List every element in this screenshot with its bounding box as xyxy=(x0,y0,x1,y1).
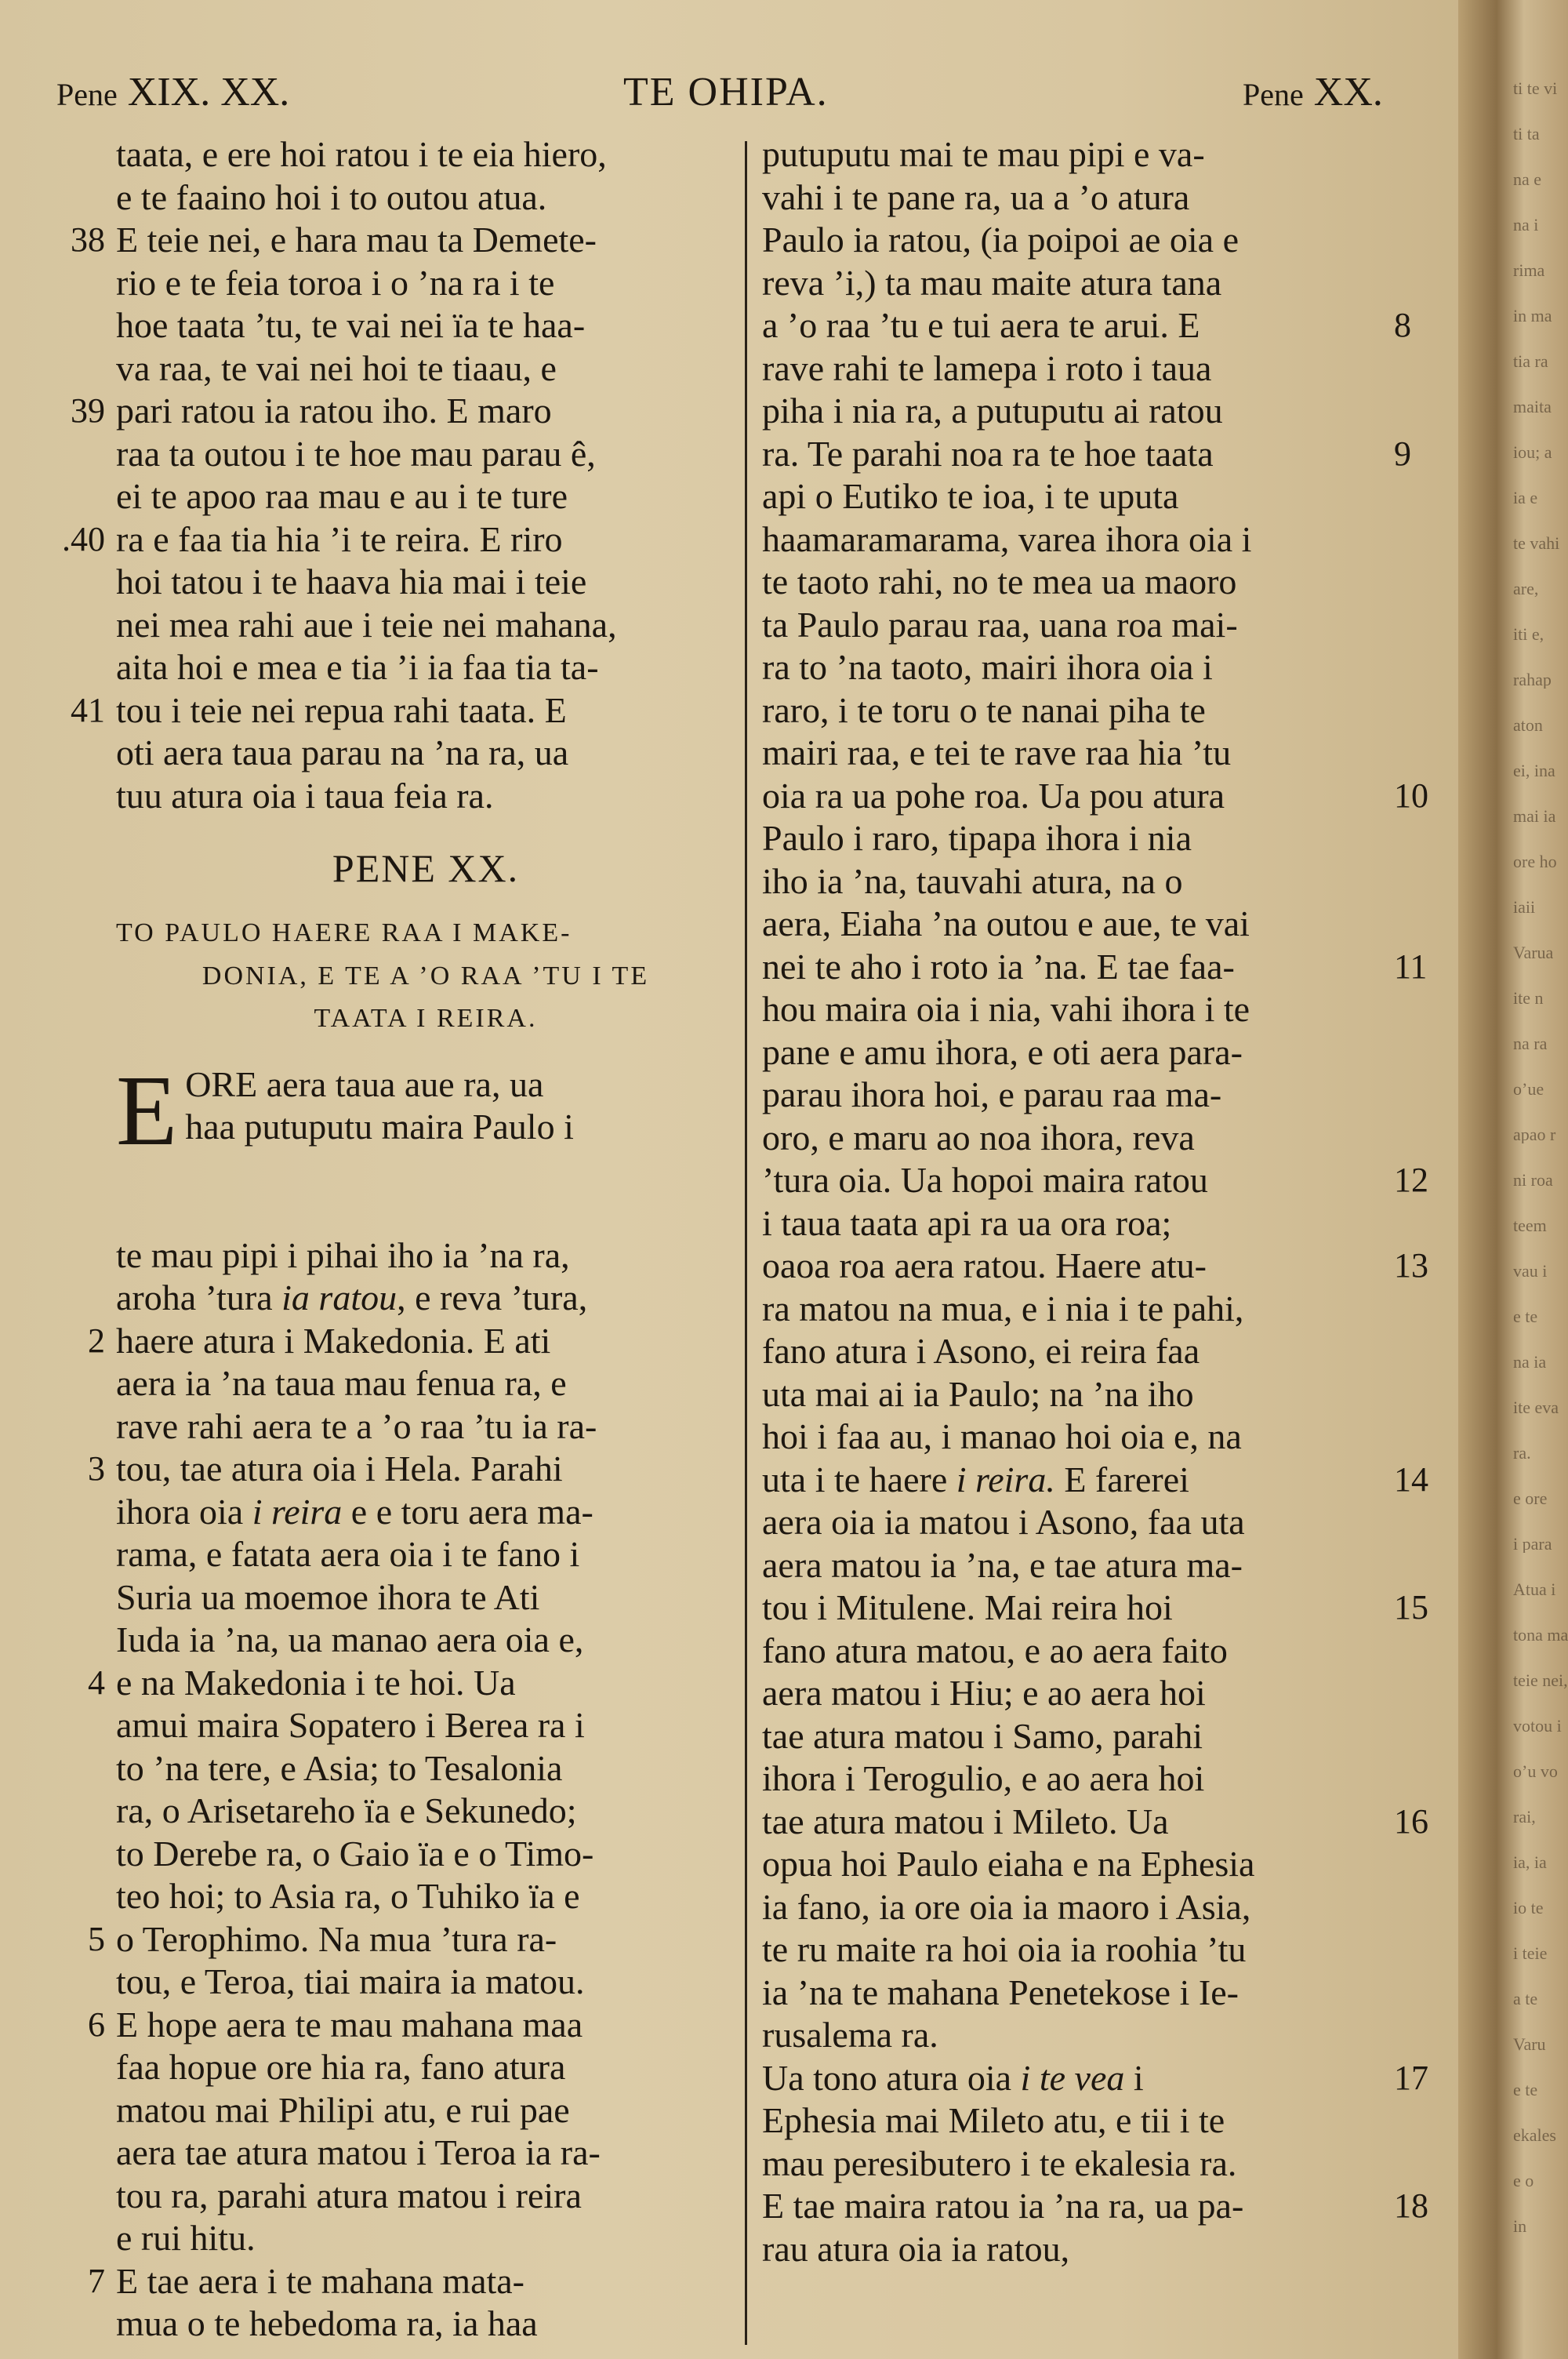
text-line: oro, e maru ao noa ihora, reva xyxy=(762,1117,1195,1158)
text-line: va raa, te vai nei hoi te tiaau, e xyxy=(116,347,557,388)
text-line: tae atura matou i Mileto. Ua xyxy=(762,1801,1169,1841)
gutter-fragment: Varua xyxy=(1513,943,1554,961)
left-column-text-top xyxy=(116,133,735,817)
text-line: amui maira Sopatero i Berea ra i xyxy=(116,1705,585,1745)
text-line: api o Eutiko te ioa, i te uputa xyxy=(762,476,1179,516)
text-line: rio e te feia toroa i o ’na ra i te xyxy=(116,262,555,303)
text-line: ra to ’na taoto, mairi ihora oia i xyxy=(762,647,1213,687)
running-head-left xyxy=(56,69,289,124)
gutter-fragment: e te xyxy=(1513,1307,1538,1325)
gutter-fragment: ti te vi xyxy=(1513,78,1558,97)
text-line: ia ’na te mahana Penetekose i Ie- xyxy=(762,1972,1239,2012)
text-line: aroha ’tura ia ratou, e reva ’tura, xyxy=(116,1278,588,1318)
verse-number: 17 xyxy=(1394,2058,1428,2097)
text-line: uta i te haere i reira. E farerei xyxy=(762,1459,1189,1499)
gutter-fragment: teie nei, xyxy=(1513,1670,1568,1689)
verse-number: 3 xyxy=(88,1449,105,1488)
gutter-fragment: e te xyxy=(1513,2080,1538,2099)
right-column-text xyxy=(762,133,1389,2270)
gutter-fragment: ite n xyxy=(1513,988,1544,1007)
verse-number: 7 xyxy=(88,2261,105,2300)
text-line: tou, tae atura oia i Hela. Parahi xyxy=(116,1448,563,1488)
verse-number: 2 xyxy=(88,1321,105,1360)
verse-number: .40 xyxy=(62,519,105,558)
text-line: e na Makedonia i te hoi. Ua xyxy=(116,1662,516,1703)
gutter-fragment: Varu xyxy=(1513,2034,1546,2053)
verse-number: 41 xyxy=(71,690,105,729)
text-line: ra. Te parahi noa ra te hoe taata xyxy=(762,433,1214,474)
summary-line: TO PAULO HAERE RAA I MAKE- xyxy=(116,918,572,947)
text-line: hoe taata ’tu, te vai nei ïa te haa- xyxy=(116,305,586,345)
left-column-text-bottom xyxy=(116,1234,735,2346)
text-line: Suria ua moemoe ihora te Ati xyxy=(116,1576,540,1617)
text-line: haere atura i Makedonia. E ati xyxy=(116,1320,551,1361)
verse-number: 39 xyxy=(71,391,105,430)
text-line: pane e amu ihora, e oti aera para- xyxy=(762,1031,1243,1072)
verse-number: 4 xyxy=(88,1663,105,1702)
text-line: piha i nia ra, a putuputu ai ratou xyxy=(762,391,1223,431)
running-head-right-numbers: XX. xyxy=(1313,70,1383,114)
text-line: ihora i Terogulio, e ao aera hoi xyxy=(762,1758,1205,1798)
text-line: E tae aera i te mahana mata- xyxy=(116,2260,525,2301)
text-line: aita hoi e mea e tia ’i ia faa tia ta- xyxy=(116,647,599,687)
italic-text: ia ratou xyxy=(281,1278,397,1318)
gutter-fragment: rima xyxy=(1513,260,1545,279)
text-line: ra e faa tia hia ’i te reira. E riro xyxy=(116,518,563,559)
column-rule xyxy=(745,141,747,2345)
gutter-fragment: e o xyxy=(1513,2171,1534,2190)
right-column xyxy=(762,133,1389,2270)
text-line: teo hoi; to Asia ra, o Tuhiko ïa e xyxy=(116,1876,580,1916)
text-line: aera oia ia matou i Asono, faa uta xyxy=(762,1502,1245,1542)
left-column xyxy=(116,133,735,2346)
text-line: fano atura matou, e ao aera faito xyxy=(762,1630,1228,1670)
gutter-fragment: ti ta xyxy=(1513,124,1540,143)
verse-number: 15 xyxy=(1394,1588,1428,1627)
text-line: putuputu mai te mau pipi e va- xyxy=(762,134,1205,174)
gutter-fragment: na ia xyxy=(1513,1352,1547,1371)
verse-number: 12 xyxy=(1394,1161,1428,1199)
italic-text: i reira. xyxy=(956,1459,1055,1499)
gutter-fragment: teem xyxy=(1513,1216,1547,1234)
italic-text: i te vea xyxy=(1020,2057,1125,2098)
summary-line: DONIA, E TE A ’O RAA ’TU I TE xyxy=(201,961,650,990)
text-line: raro, i te toru o te nanai piha te xyxy=(762,689,1206,730)
text-line: E tae maira ratou ia ’na ra, ua pa- xyxy=(762,2186,1244,2226)
running-head-right xyxy=(1243,69,1383,124)
text-line: ’tura oia. Ua hopoi maira ratou xyxy=(762,1160,1208,1200)
verse-number: 18 xyxy=(1394,2186,1428,2225)
gutter-fragment: iou; a xyxy=(1513,442,1552,461)
running-head-left-label: Pene xyxy=(56,77,118,112)
text-line: rama, e fatata aera oia i te fano i xyxy=(116,1534,580,1574)
text-line: fano atura i Asono, ei reira faa xyxy=(762,1331,1200,1371)
verse-number: 38 xyxy=(71,220,105,259)
running-head-title: TE OHIPA. xyxy=(623,70,829,114)
gutter-fragment: na e xyxy=(1513,169,1542,188)
text-line: parau ihora hoi, e parau raa ma- xyxy=(762,1074,1222,1114)
gutter-fragment: maita xyxy=(1513,397,1552,416)
text-line: mairi raa, e tei te rave raa hia ’tu xyxy=(762,732,1232,772)
verse-number: 6 xyxy=(88,2005,105,2044)
text-line: ORE aera taua aue ra, ua xyxy=(185,1063,544,1104)
text-line: Ua tono atura oia i te vea i xyxy=(762,2057,1144,2098)
gutter-fragment: e ore xyxy=(1513,1488,1548,1507)
text-line: tuu atura oia i taua feia ra. xyxy=(116,775,494,816)
gutter-fragment: ra. xyxy=(1513,1443,1531,1462)
running-head-right-label: Pene xyxy=(1243,77,1304,112)
text-line: haa putuputu maira Paulo i xyxy=(185,1107,574,1147)
gutter-fragment: o’u vo xyxy=(1513,1761,1558,1780)
gutter-fragment: ei, ina xyxy=(1513,761,1555,780)
text-line: ra matou na mua, e i nia i te pahi, xyxy=(762,1288,1244,1329)
verse-number: 10 xyxy=(1394,776,1428,815)
text-line: oti aera taua parau na ’na ra, ua xyxy=(116,732,569,772)
text-line: raa ta outou i te hoe mau parau ê, xyxy=(116,433,596,474)
text-line: tou i teie nei repua rahi taata. E xyxy=(116,689,567,730)
summary-spacer xyxy=(116,1040,735,1063)
gutter-fragment: ia, ia xyxy=(1513,1852,1547,1871)
gutter-fragment: rahap xyxy=(1513,670,1552,689)
text-line: nei te aho i roto ia ’na. E tae faa- xyxy=(762,946,1235,987)
text-line: te mau pipi i pihai iho ia ’na ra, xyxy=(116,1234,570,1275)
text-line: aera, Eiaha ’na outou e aue, te vai xyxy=(762,903,1250,943)
summary-line: TAATA I REIRA. xyxy=(314,1004,538,1033)
gutter-fragment: a te xyxy=(1513,1989,1538,2008)
text-line: ra, o Arisetareho ïa e Sekunedo; xyxy=(116,1790,577,1830)
gutter-fragment: in ma xyxy=(1513,306,1552,325)
text-line: E hope aera te mau mahana maa xyxy=(116,2004,583,2045)
chapter-title: PENE XX. xyxy=(332,846,520,890)
gutter-fragment: Atua i xyxy=(1513,1579,1556,1598)
text-line: te ru maite ra hoi oia ia roohia ’tu xyxy=(762,1929,1247,1969)
text-line: rave rahi aera te a ’o raa ’tu ia ra- xyxy=(116,1405,597,1446)
text-line: tou i Mitulene. Mai reira hoi xyxy=(762,1587,1173,1627)
text-line: aera tae atura matou i Teroa ia ra- xyxy=(116,2132,601,2172)
text-line: rave rahi te lamepa i roto i taua xyxy=(762,347,1212,388)
text-line: oia ra ua pohe roa. Ua pou atura xyxy=(762,775,1225,816)
text-line: aera matou ia ’na, e tae atura ma- xyxy=(762,1544,1243,1585)
gutter-fragment: vau i xyxy=(1513,1261,1548,1280)
text-line: mau peresibutero i te ekalesia ra. xyxy=(762,2143,1237,2183)
text-line: a ’o raa ’tu e tui aera te arui. E xyxy=(762,305,1200,345)
text-line: mua o te hebedoma ra, ia haa xyxy=(116,2303,538,2343)
italic-text: i reira xyxy=(252,1491,343,1532)
verse-number: 13 xyxy=(1394,1246,1428,1285)
text-line: e rui hitu. xyxy=(116,2218,256,2258)
text-line: ia fano, ia ore oia ia maoro i Asia, xyxy=(762,1886,1251,1927)
text-line: nei mea rahi aue i teie nei mahana, xyxy=(116,604,617,645)
gutter-fragment: o’ue xyxy=(1513,1079,1544,1098)
text-line: ihora oia i reira e e toru aera ma- xyxy=(116,1491,593,1532)
text-line: Paulo ia ratou, (ia poipoi ae oia e xyxy=(762,220,1240,260)
text-line: to ’na tere, e Asia; to Tesalonia xyxy=(116,1747,563,1788)
verse-number: 9 xyxy=(1394,434,1411,473)
text-line: hou maira oia i nia, vahi ihora i te xyxy=(762,989,1250,1029)
gutter-fragment: na ra xyxy=(1513,1034,1548,1052)
text-line: ta Paulo parau raa, uana roa mai- xyxy=(762,604,1238,645)
gutter-fragment: are, xyxy=(1513,579,1539,598)
text-line: E teie nei, e hara mau ta Demete- xyxy=(116,220,597,260)
text-line: pari ratou ia ratou iho. E maro xyxy=(116,391,552,431)
verse-number: 5 xyxy=(88,1919,105,1958)
text-line: matou mai Philipi atu, e rui pae xyxy=(116,2089,570,2130)
chapter-opening xyxy=(116,1054,735,1234)
gutter-fragment: ia e xyxy=(1513,488,1538,507)
text-line: i taua taata api ra ua ora roa; xyxy=(762,1202,1172,1243)
text-line: reva ’i,) ta mau maite atura tana xyxy=(762,262,1222,303)
gutter-fragment: ore ho xyxy=(1513,852,1557,871)
text-line: rusalema ra. xyxy=(762,2015,938,2055)
text-line: te taoto rahi, no te mea ua maoro xyxy=(762,562,1237,602)
text-line: o Terophimo. Na mua ’tura ra- xyxy=(116,1918,557,1959)
text-line: aera matou i Hiu; e ao aera hoi xyxy=(762,1673,1206,1713)
text-line: hoi tatou i te haava hia mai i teie xyxy=(116,562,587,602)
gutter-fragment: in xyxy=(1513,2216,1527,2235)
text-line: to Derebe ra, o Gaio ïa e o Timo- xyxy=(116,1833,594,1874)
text-line: tae atura matou i Samo, parahi xyxy=(762,1715,1203,1756)
text-line: taata, e ere hoi ratou i te eia hiero, xyxy=(116,134,607,174)
gutter-fragment: rai, xyxy=(1513,1807,1536,1826)
gutter-fragment: iti e, xyxy=(1513,624,1544,643)
gutter-fragment: ekales xyxy=(1513,2125,1556,2144)
text-line: aera ia ’na taua mau fenua ra, e xyxy=(116,1363,567,1403)
gutter-fragment: aton xyxy=(1513,715,1543,734)
gutter-fragment: ni roa xyxy=(1513,1170,1553,1189)
gutter-fragment: na i xyxy=(1513,215,1539,234)
verse-number: 14 xyxy=(1394,1459,1428,1499)
text-line: hoi i faa au, i manao hoi oia e, na xyxy=(762,1416,1242,1456)
gutter-fragment: te vahi xyxy=(1513,533,1560,552)
gutter-fragment: i para xyxy=(1513,1534,1552,1553)
gutter-fragment: tona ma xyxy=(1513,1625,1568,1644)
drop-cap: E xyxy=(116,1054,178,1166)
running-head-left-numbers: XIX. XX. xyxy=(127,70,290,114)
text-line: opua hoi Paulo eiaha e na Ephesia xyxy=(762,1844,1255,1884)
text-line: tou, e Teroa, tiai maira ia matou. xyxy=(116,1961,585,2001)
text-line: oaoa roa aera ratou. Haere atu- xyxy=(762,1245,1207,1285)
text-line: faa hopue ore hia ra, fano atura xyxy=(116,2047,566,2087)
text-line: e te faaino hoi i to outou atua. xyxy=(116,176,547,217)
text-line: Ephesia mai Mileto atu, e tii i te xyxy=(762,2100,1225,2140)
opening-lines xyxy=(116,1063,735,1149)
text-line: Iuda ia ’na, ua manao aera oia e, xyxy=(116,1619,584,1659)
verse-number: 8 xyxy=(1394,306,1411,344)
verse-number: 16 xyxy=(1394,1801,1428,1841)
text-line: rau atura oia ia ratou, xyxy=(762,2228,1070,2269)
text-line: haamaramarama, varea ihora oia i xyxy=(762,518,1252,559)
gutter-fragment: iaii xyxy=(1513,897,1536,916)
text-line: uta mai ai ia Paulo; na ’na iho xyxy=(762,1373,1194,1414)
gutter-fragment: io te xyxy=(1513,1898,1544,1917)
gutter-fragment: ite eva xyxy=(1513,1398,1559,1416)
text-line: ei te apoo raa mau e au i te ture xyxy=(116,476,568,516)
text-line: tou ra, parahi atura matou i reira xyxy=(116,2175,582,2215)
text-line: vahi i te pane ra, ua a ’o atura xyxy=(762,176,1190,217)
gutter-fragment: votou i xyxy=(1513,1716,1562,1735)
chapter-summary xyxy=(116,911,735,1040)
gutter-fragment: tia ra xyxy=(1513,351,1548,370)
gutter-fragment: mai ia xyxy=(1513,806,1556,825)
text-line: iho ia ’na, tauvahi atura, na o xyxy=(762,860,1183,901)
gutter-fragment: i teie xyxy=(1513,1943,1548,1962)
gutter-fragment: apao r xyxy=(1513,1125,1556,1143)
verse-number: 11 xyxy=(1394,947,1428,986)
text-line: Paulo i raro, tipapa ihora i nia xyxy=(762,818,1192,858)
